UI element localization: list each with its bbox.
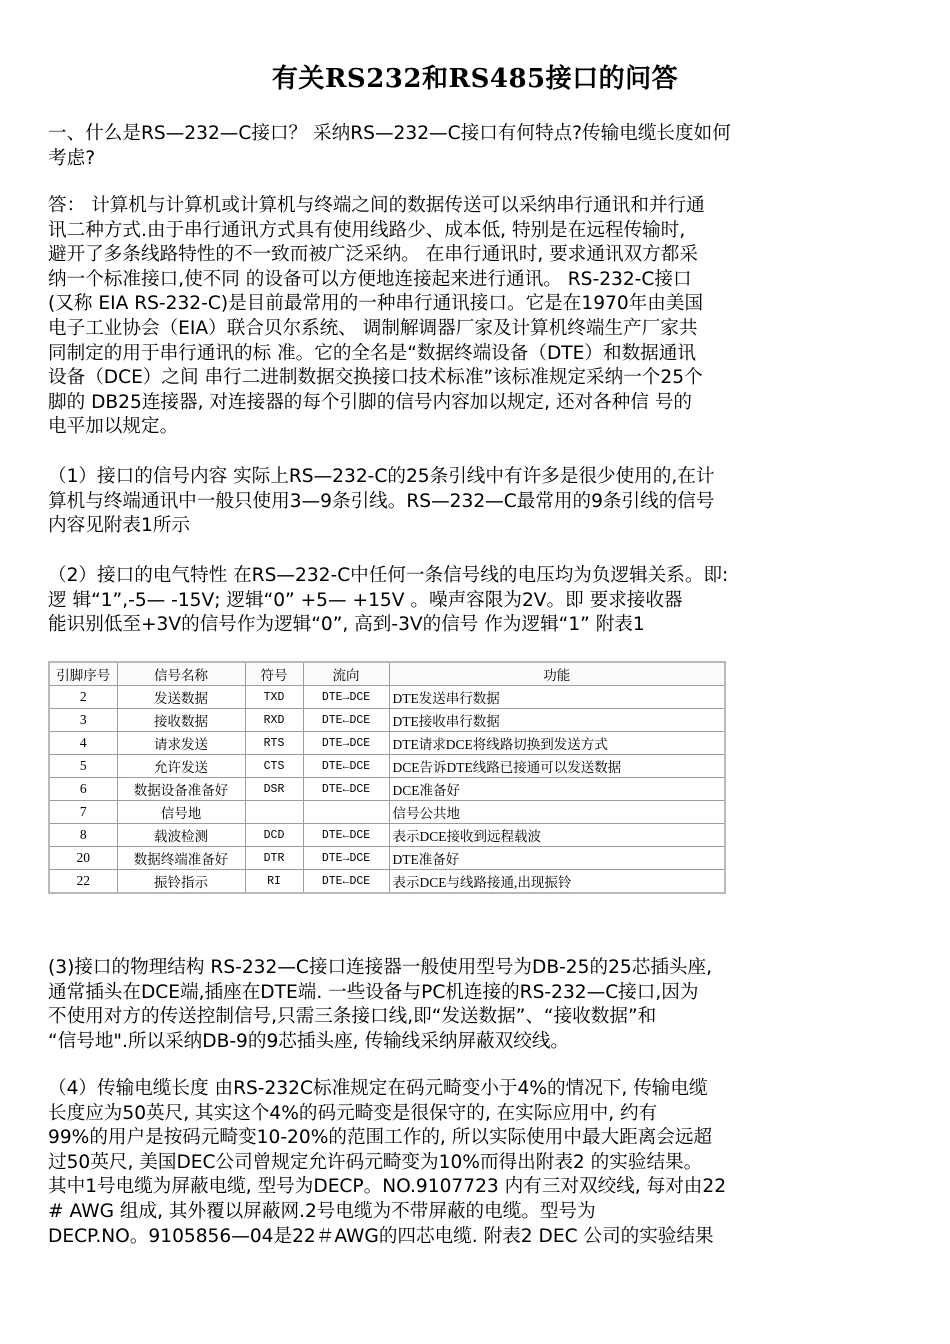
pin-cell: 5 <box>49 755 117 778</box>
text-line: 一、什么是RS—232—C接口？ 采纳RS—232—C接口有何特点?传输电缆长度如何 <box>48 123 731 144</box>
text-line: 纳一个标准接口,使不同 的设备可以方便地连接起来进行通讯。 RS-232-C接口 <box>48 268 692 290</box>
pin-cell: 2 <box>49 686 117 709</box>
text-line: （4）传输电缆长度 由RS-232C标准规定在码元畸变小于4%的情况下, 传输电缆 <box>48 1078 708 1099</box>
function-cell: DTE请求DCE将线路切换到发送方式 <box>389 732 725 755</box>
symbol-cell: RI <box>245 870 303 894</box>
text-line: 讯二种方式.由于串行通讯方式具有使用线路少、成本低, 特别是在远程传输时, <box>48 219 686 241</box>
electrical-paragraph <box>48 564 900 638</box>
text-line: 答： 计算机与计算机或计算机与终端之间的数据传送可以采纳串行通讯和并行通 <box>48 195 705 216</box>
table-header-row <box>49 662 725 686</box>
text-line: 不使用对方的传送控制信号,只需三条接口线,即“发送数据”、“接收数据”和 <box>48 1006 657 1028</box>
text-line: 电子工业协会（EIA）联合贝尔系统、 调制解调器厂家及计算机终端生产厂家共 <box>48 317 698 339</box>
function-cell: 表示DCE接收到远程载波 <box>389 824 725 847</box>
text-line: 避开了多条线路特性的不一致而被广泛采纳。 在串行通讯时, 要求通讯双方都采 <box>48 244 698 266</box>
header-function: 功能 <box>389 662 725 686</box>
signal-name-cell: 信号地 <box>117 801 245 824</box>
header-pin: 引脚序号 <box>49 662 117 686</box>
text-line: 能识别低至+3V的信号作为逻辑“0”, 高到-3V的信号 作为逻辑“1” 附表1 <box>48 614 645 636</box>
pin-cell: 4 <box>49 732 117 755</box>
symbol-cell: DSR <box>245 778 303 801</box>
pin-cell: 6 <box>49 778 117 801</box>
direction-cell: DTE←DCE <box>303 778 389 801</box>
function-cell: DCE告诉DTE线路已接通可以发送数据 <box>389 755 725 778</box>
text-line: “信号地".所以采纳DB-9的9芯插头座, 传输线采纳屏蔽双绞线。 <box>48 1030 570 1052</box>
text-line: 电平加以规定。 <box>48 416 179 438</box>
text-line: # AWG 组成, 其外覆以屏蔽网.2号电缆为不带屏蔽的电缆。型号为 <box>48 1200 596 1222</box>
table-row <box>49 686 725 709</box>
signal-name-cell: 接收数据 <box>117 709 245 732</box>
text-line: 同制定的用于串行通讯的标 准。它的全名是“数据终端设备（DTE）和数据通讯 <box>48 342 696 364</box>
document-title: 有关RS232和RS485接口的问答 <box>271 64 679 94</box>
header-signal-name: 信号名称 <box>117 662 245 686</box>
table-row <box>49 732 725 755</box>
symbol-cell: TXD <box>245 686 303 709</box>
text-line: 设备（DCE）之间 串行二进制数据交换接口技术标准”该标准规定采纳一个25个 <box>48 367 703 389</box>
signal-name-cell: 数据设备准备好 <box>117 778 245 801</box>
physical-structure-paragraph <box>48 956 900 1054</box>
table-row <box>49 778 725 801</box>
signal-name-cell: 发送数据 <box>117 686 245 709</box>
direction-cell: DTE←DCE <box>303 824 389 847</box>
function-cell: DTE准备好 <box>389 847 725 870</box>
text-line: 通常插头在DCE端,插座在DTE端. 一些设备与PC机连接的RS-232—C接口,因为 <box>48 981 699 1003</box>
cable-length-paragraph <box>48 1077 900 1249</box>
answer-paragraph <box>48 194 900 440</box>
signal-content-paragraph <box>48 465 900 539</box>
text-line: 过50英尺, 美国DEC公司曾规定允许码元畸变为10%而得出附表2 的实验结果。 <box>48 1151 703 1173</box>
table-row <box>49 870 725 894</box>
text-line: （2）接口的电气特性 在RS—232-C中任何一条信号线的电压均为负逻辑关系。即: <box>48 565 729 586</box>
question-one <box>48 122 900 171</box>
table-row <box>49 709 725 732</box>
text-line: DECP.NO。9105856—04是22＃AWG的四芯电缆. 附表2 DEC 公司的实验结果 <box>48 1225 714 1247</box>
symbol-cell: CTS <box>245 755 303 778</box>
symbol-cell: DTR <box>245 847 303 870</box>
direction-cell: DTE←DCE <box>303 870 389 894</box>
text-line: (又称 EIA RS-232-C)是目前最常用的一种串行通讯接口。它是在1970年由美国 <box>48 293 704 315</box>
pin-cell: 3 <box>49 709 117 732</box>
table-row <box>49 755 725 778</box>
pin-cell: 20 <box>49 847 117 870</box>
function-cell: 信号公共地 <box>389 801 725 824</box>
table-row <box>49 801 725 824</box>
text-line: 长度应为50英尺, 其实这个4%的码元畸变是很保守的, 在实际应用中, 约有 <box>48 1102 658 1124</box>
signal-name-cell: 请求发送 <box>117 732 245 755</box>
header-direction: 流向 <box>303 662 389 686</box>
direction-cell: DTE→DCE <box>303 686 389 709</box>
table-row <box>49 847 725 870</box>
direction-cell: DTE←DCE <box>303 709 389 732</box>
text-line: 其中1号电缆为屏蔽电缆, 型号为DECP。NO.9107723 内有三对双绞线, 每对由22 <box>48 1176 727 1198</box>
text-line: 逻 辑“1”,-5— -15V; 逻辑“0” +5— +15V 。噪声容限为2V。即 要求接收器 <box>48 589 683 611</box>
text-line: 99%的用户是按码元畸变10-20%的范围工作的, 所以实际使用中最大距离会远超 <box>48 1127 713 1149</box>
text-line: （1）接口的信号内容 实际上RS—232-C的25条引线中有许多是很少使用的,在计 <box>48 466 715 487</box>
pin-cell: 7 <box>49 801 117 824</box>
signal-table <box>48 661 726 894</box>
text-line: 内容见附表1所示 <box>48 515 190 537</box>
function-cell: 表示DCE与线路接通,出现振铃 <box>389 870 725 894</box>
symbol-cell: DCD <box>245 824 303 847</box>
direction-cell: DTE→DCE <box>303 847 389 870</box>
text-line: 脚的 DB25连接器, 对连接器的每个引脚的信号内容加以规定, 还对各种信 号的 <box>48 391 693 413</box>
text-line: 考虑? <box>48 147 96 169</box>
pin-cell: 8 <box>49 824 117 847</box>
signal-name-cell: 允许发送 <box>117 755 245 778</box>
signal-name-cell: 振铃指示 <box>117 870 245 894</box>
function-cell: DCE准备好 <box>389 778 725 801</box>
function-cell: DTE接收串行数据 <box>389 709 725 732</box>
direction-cell: DTE→DCE <box>303 732 389 755</box>
pin-cell: 22 <box>49 870 117 894</box>
text-line: 算机与终端通讯中一般只使用3—9条引线。RS—232—C最常用的9条引线的信号 <box>48 490 715 512</box>
signal-name-cell: 数据终端准备好 <box>117 847 245 870</box>
direction-cell: DTE←DCE <box>303 755 389 778</box>
symbol-cell <box>245 801 303 824</box>
symbol-cell: RTS <box>245 732 303 755</box>
function-cell: DTE发送串行数据 <box>389 686 725 709</box>
signal-name-cell: 载波检测 <box>117 824 245 847</box>
symbol-cell: RXD <box>245 709 303 732</box>
direction-cell <box>303 801 389 824</box>
table-row <box>49 824 725 847</box>
header-symbol: 符号 <box>245 662 303 686</box>
text-line: (3)接口的物理结构 RS-232—C接口连接器一般使用型号为DB-25的25芯插头座, <box>48 957 713 978</box>
